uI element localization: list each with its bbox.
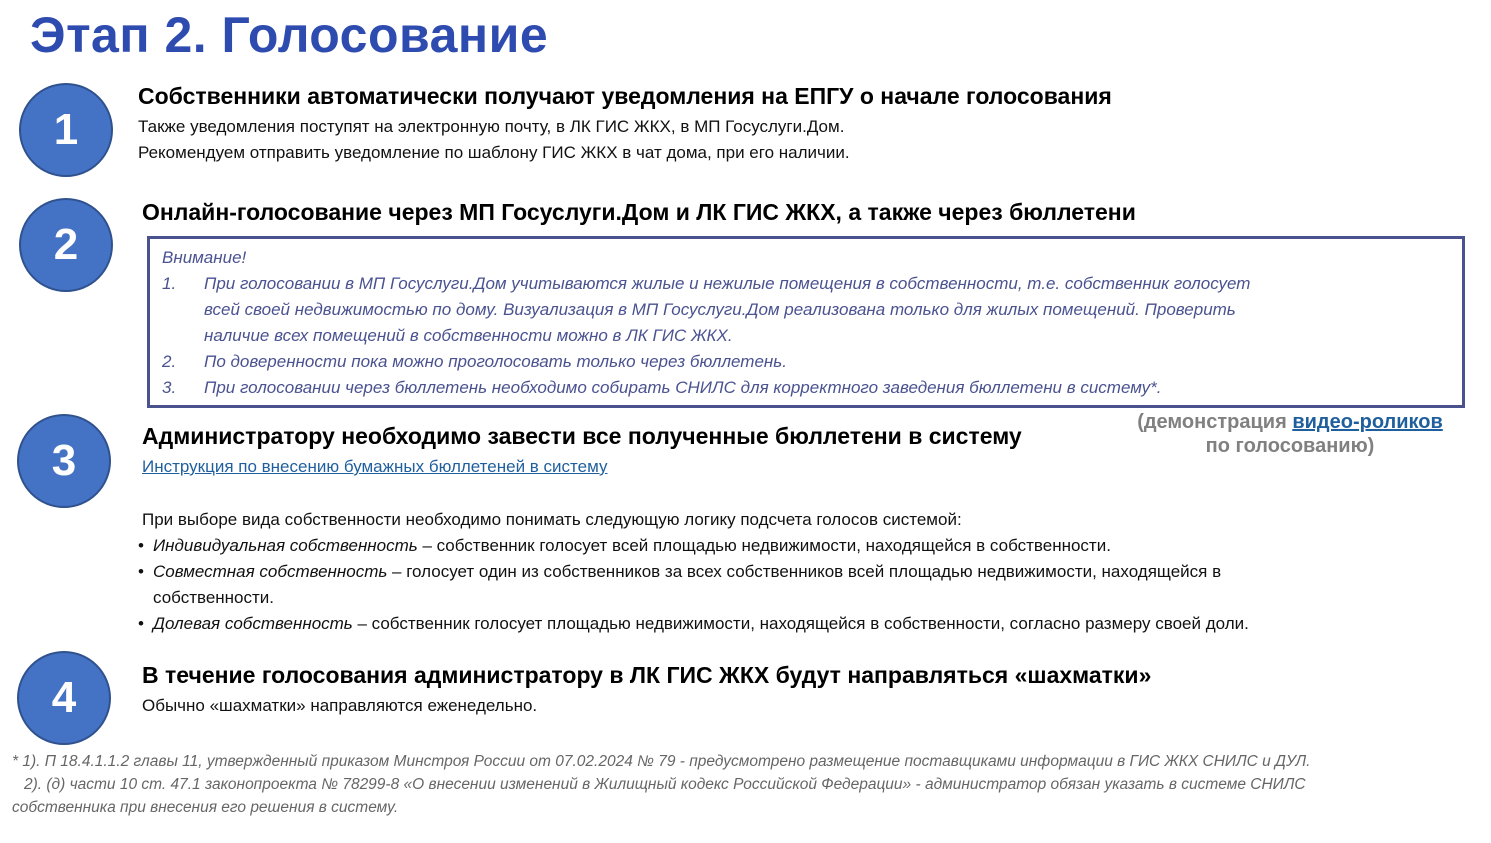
bullet-icon: • (138, 614, 144, 633)
ownership-desc: – голосует один из собственников за всех собственников всей площадью недвижимости, находящейся в (387, 562, 1222, 581)
step-number-1: 1 (19, 83, 113, 177)
notice-item-line: По доверенности пока можно проголосовать только через бюллетень. (204, 352, 787, 371)
step-1-line-2: Рекомендуем отправить уведомление по шаблону ГИС ЖКХ в чат дома, при его наличии. (138, 143, 850, 162)
ownership-term: Долевая собственность (153, 614, 353, 633)
bullet-icon: • (138, 536, 144, 555)
ownership-desc: – собственник голосует площадью недвижимости, находящейся в собственности, согласно размеру своей доли. (352, 614, 1249, 633)
notice-item-line: При голосовании через бюллетень необходимо собирать СНИЛС для корректного заведения бюллетени в систему*. (204, 378, 1162, 397)
page-title: Этап 2. Голосование (30, 7, 549, 63)
notice-item-line: При голосовании в МП Госуслуги.Дом учитываются жилые и нежилые помещения в собственности, т.е. собственник голосует (204, 274, 1251, 293)
bullet-icon: • (138, 562, 144, 581)
step-4-heading: В течение голосования администратору в ЛК ГИС ЖКХ будут направляться «шахматки» (142, 662, 1152, 688)
footnote-line-1: * 1). П 18.4.1.1.2 главы 11, утвержденный приказом Минстроя России от 07.02.2024 № 79 - предусмотрено размещение поставщиками информации в ГИС ЖКХ СНИЛС и ДУЛ. (12, 753, 1311, 770)
footnote-line-2: 2). (д) части 10 ст. 47.1 законопроекта № 78299-8 «О внесении изменений в Жилищный кодекс Российской Федерации» - администратор обязан указать в системе СНИЛС (24, 776, 1306, 793)
footnote-line-3: собственника при внесения его решения в систему. (12, 799, 399, 816)
step-1-line-1: Также уведомления поступят на электронную почту, в ЛК ГИС ЖКХ, в МП Госуслуги.Дом. (138, 117, 845, 136)
notice-list (162, 271, 1450, 401)
step-number-2: 2 (19, 198, 113, 292)
notice-item-line: всей своей недвижимостью по дому. Визуализация в МП Госуслуги.Дом реализована только для жилых помещений. Проверить (204, 300, 1236, 319)
notice-item-line: наличие всех помещений в собственности можно в ЛК ГИС ЖКХ. (204, 326, 733, 345)
ownership-desc: – собственник голосует всей площадью недвижимости, находящейся в собственности. (417, 536, 1111, 555)
notice-item (162, 271, 1450, 349)
notice-item-number: 1. (162, 274, 177, 293)
step-3-heading: Администратору необходимо завести все полученные бюллетени в систему (142, 423, 1022, 449)
step-number-3: 3 (17, 414, 111, 508)
notice-title: Внимание! (162, 248, 247, 267)
step-4-line-1: Обычно «шахматки» направляются еженедельно. (142, 696, 538, 715)
notice-box (147, 236, 1465, 408)
list-item (138, 559, 1458, 611)
demo-suffix: по голосованию) (1205, 435, 1375, 457)
demo-line-1 (1110, 410, 1470, 434)
step-1-heading: Собственники автоматически получают уведомления на ЕПГУ о начале голосования (138, 83, 1112, 109)
instruction-link[interactable]: Инструкция по внесению бумажных бюллетеней в систему (142, 457, 608, 476)
list-item (138, 533, 1458, 559)
ownership-list (138, 533, 1458, 637)
list-item (138, 611, 1458, 637)
notice-item-number: 3. (162, 378, 177, 397)
notice-item (162, 349, 1450, 375)
notice-item-number: 2. (162, 352, 177, 371)
step-2-heading: Онлайн-голосование через МП Госуслуги.Дом и ЛК ГИС ЖКХ, а также через бюллетени (142, 199, 1136, 225)
demo-note (1110, 410, 1470, 458)
notice-item (162, 375, 1450, 401)
demo-prefix: (демонстрация (1137, 411, 1293, 433)
step-3-intro: При выборе вида собственности необходимо понимать следующую логику подсчета голосов системой: (142, 510, 962, 529)
ownership-term: Индивидуальная собственность (153, 536, 418, 555)
footnote (12, 750, 1452, 819)
ownership-term: Совместная собственность (153, 562, 388, 581)
ownership-desc-cont: собственности. (153, 588, 275, 607)
video-link[interactable]: видео-роликов (1292, 411, 1443, 433)
step-number-4: 4 (17, 651, 111, 745)
